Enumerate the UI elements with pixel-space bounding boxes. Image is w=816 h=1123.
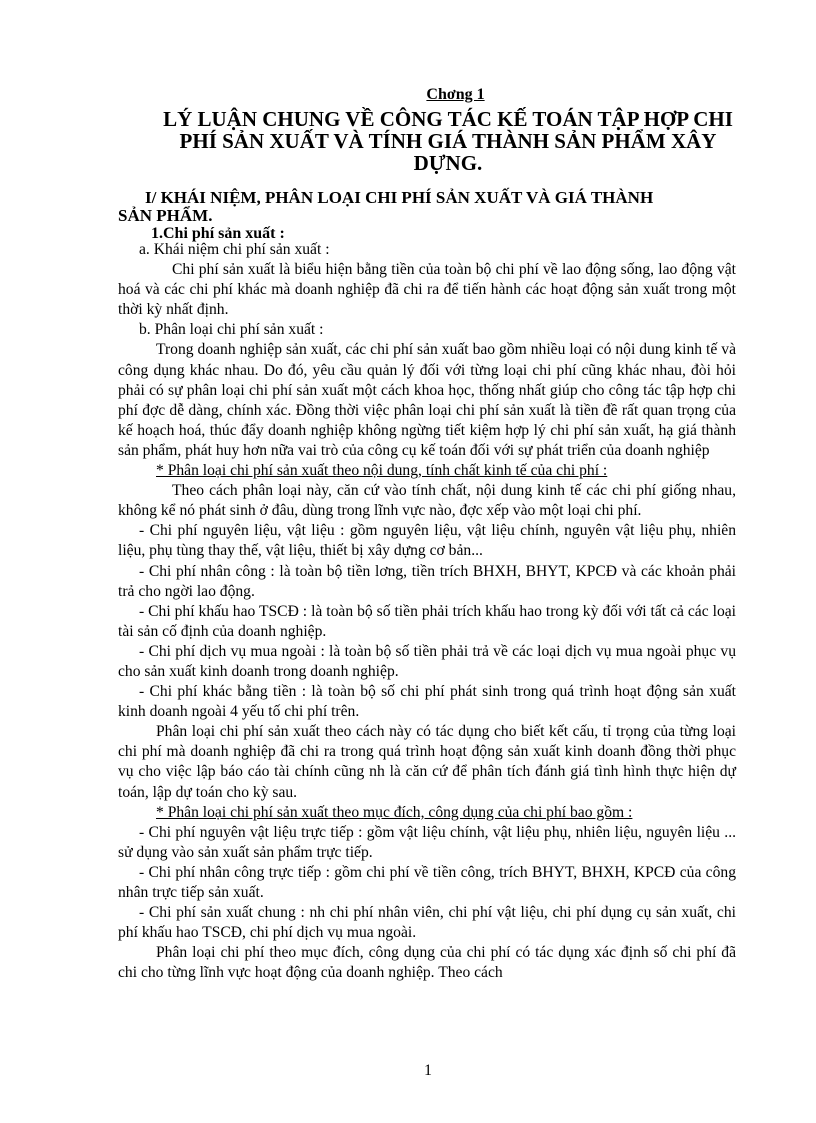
paragraph: Phân loại chi phí theo mục đích, công dụng của chi phí có tác dụng xác định số chi phí đã chi cho từng lĩnh vực hoạt động của doanh nghiệp. Theo cách bbox=[118, 944, 736, 982]
paragraph: - Chi phí nhân công trực tiếp : gồm chi phí về tiền công, trích BHYT, BHXH, KPCĐ của công nhân trực tiếp sản xuất. bbox=[118, 863, 736, 901]
section-title-line-1: I/ KHÁI NIỆM, PHÂN LOẠI CHI PHÍ SẢN XUẤT VÀ GIÁ THÀNH bbox=[145, 188, 654, 207]
paragraph: - Chi phí khấu hao TSCĐ : là toàn bộ số tiền phải trích khấu hao trong kỳ đối với tất cả các loại tài sản cố định của doanh nghiệp. bbox=[118, 602, 736, 640]
paragraph: * Phân loại chi phí sản xuất theo mục đích, công dụng của chi phí bao gồm : bbox=[156, 803, 633, 821]
paragraph: b. Phân loại chi phí sản xuất : bbox=[139, 321, 324, 339]
section-title bbox=[118, 189, 730, 225]
body-text bbox=[118, 240, 736, 983]
paragraph: - Chi phí dịch vụ mua ngoài : là toàn bộ số tiền phải trả về các loại dịch vụ mua ngoài phục vụ cho sản xuất kinh doanh trong doanh nghiệp. bbox=[118, 642, 736, 680]
paragraph: * Phân loại chi phí sản xuất theo nội dung, tính chất kinh tế của chi phí : bbox=[156, 462, 608, 480]
paragraph: Trong doanh nghiệp sản xuất, các chi phí sản xuất bao gồm nhiều loại có nội dung kinh tế và công dụng khác nhau. Do đó, yêu cầu quản lý đối với từng loại chi phí cũng khác nhau, đòi hỏi phải có sự phân loại chi phí sản xuất một cách khoa học, thống nhất giúp cho công tác tập hợp chi phí đợc dễ dàng, chính xác. Đồng thời việc phân loại chi phí sản xuất là tiền đề rất quan trọng của kế hoạch hoá, thúc đẩy doanh nghiệp không ngừng tiết kiệm hợp lý chi phí sản xuất, hạ giá thành sản phẩm, phát huy hơn nữa vai trò của công cụ kế toán đối với sự phát triển của doanh nghiệp bbox=[118, 341, 736, 459]
subsection-heading: 1.Chi phí sản xuất : bbox=[151, 225, 285, 242]
paragraph: - Chi phí khác bằng tiền : là toàn bộ số chi phí phát sinh trong quá trình hoạt động sản xuất kinh doanh ngoài 4 yếu tố chi phí trên. bbox=[118, 683, 736, 721]
paragraph: - Chi phí nhân công : là toàn bộ tiền lơng, tiền trích BHXH, BHYT, KPCĐ và các khoản phải trả cho ngời lao động. bbox=[118, 562, 736, 600]
paragraph: - Chi phí nguyên liệu, vật liệu : gồm nguyên liệu, vật liệu chính, nguyên vật liệu phụ, nhiên liệu, phụ tùng thay thế, vật liệu, thiết bị xây dựng cơ bản... bbox=[118, 522, 736, 560]
paragraph: Theo cách phân loại này, căn cứ vào tính chất, nội dung kinh tế các chi phí giống nhau, không kể nó phát sinh ở đâu, dùng trong lĩnh vực nào, đợc xếp vào một loại chi phí. bbox=[118, 482, 736, 520]
chapter-title: LÝ LUẬN CHUNG VỀ CÔNG TÁC KẾ TOÁN TẬP HỢP CHI PHÍ SẢN XUẤT VÀ TÍNH GIÁ THÀNH SẢN PHẨM XÂY DỰNG. bbox=[163, 107, 733, 175]
chapter-label: Chơng 1 bbox=[426, 86, 485, 103]
paragraph: a. Khái niệm chi phí sản xuất : bbox=[139, 241, 330, 258]
paragraph: - Chi phí nguyên vật liệu trực tiếp : gồm vật liệu chính, vật liệu phụ, nhiên liệu, nguyên liệu ... sử dụng vào sản xuất sản phẩm trực tiếp. bbox=[118, 823, 736, 861]
paragraph: Chi phí sản xuất là biểu hiện bằng tiền của toàn bộ chi phí về lao động sống, lao động vật hoá và các chi phí khác mà doanh nghiệp đã chi ra để tiến hành các hoạt động sản xuất trong một thời kỳ nhất định. bbox=[118, 261, 736, 319]
paragraph: - Chi phí sản xuất chung : nh chi phí nhân viên, chi phí vật liệu, chi phí dụng cụ sản xuất, chi phí khấu hao TSCĐ, chi phí dịch vụ mua ngoài. bbox=[118, 904, 736, 942]
paragraph: Phân loại chi phí sản xuất theo cách này có tác dụng cho biết kết cấu, tỉ trọng của từng loại chi phí mà doanh nghiệp đã chi ra trong quá trình hoạt động sản xuất kinh doanh đồng thời phục vụ cho việc lập báo cáo tài chính cũng nh là căn cứ để phân tích đánh giá tình hình thực hiện dự toán, lập dự toán cho kỳ sau. bbox=[118, 723, 736, 801]
page-number: 1 bbox=[424, 1062, 432, 1079]
section-title-line-2: SẢN PHẨM. bbox=[118, 206, 213, 225]
